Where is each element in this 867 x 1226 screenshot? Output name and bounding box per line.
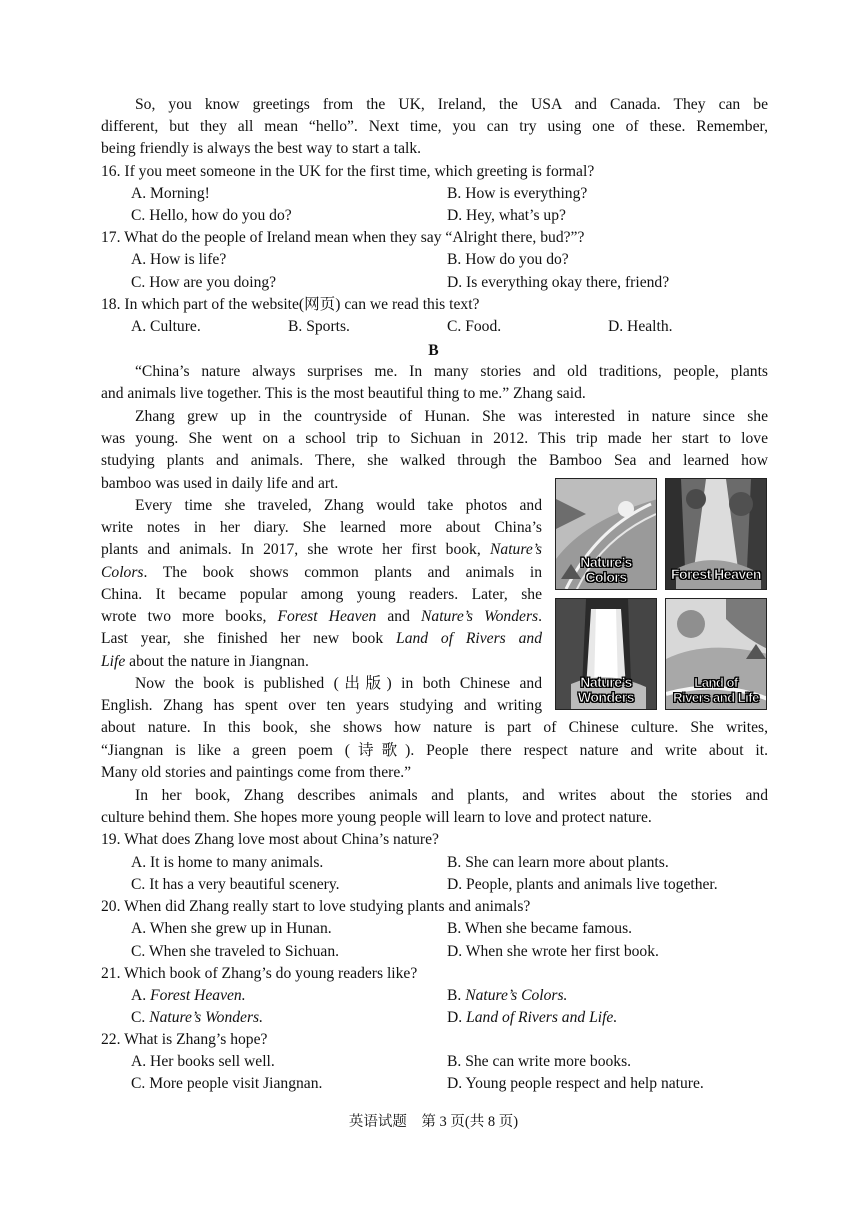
page-footer: 英语试题 第 3 页(共 8 页) — [348, 1114, 519, 1130]
book-cover-land-of-rivers-and-life — [665, 598, 767, 710]
passage-b-line: plants and animals. In 2017, she wrote her first book, Nature’s — [101, 541, 542, 558]
option-17d[interactable]: D. Is everything okay there, friend? — [447, 274, 670, 291]
cover-title: Nature’s Colors — [580, 554, 632, 585]
option-16a[interactable]: A. Morning! — [131, 185, 210, 202]
book-covers-figure — [555, 478, 767, 710]
section-b-heading: B — [428, 342, 439, 359]
question-16: 16. If you meet someone in the UK for the first time, which greeting is formal? — [101, 163, 595, 180]
question-20: 20. When did Zhang really start to love studying plants and animals? — [101, 898, 531, 915]
book-cover-natures-wonders — [555, 598, 657, 710]
option-20b[interactable]: B. When she became famous. — [447, 920, 633, 937]
option-19a[interactable]: A. It is home to many animals. — [131, 854, 324, 871]
book-cover-natures-colors — [555, 478, 657, 590]
option-19c[interactable]: C. It has a very beautiful scenery. — [131, 876, 340, 893]
book-title: Forest Heaven — [277, 608, 377, 625]
option-20c[interactable]: C. When she traveled to Sichuan. — [131, 943, 340, 960]
passage-b-line: about nature. In this book, she shows how nature is part of Chinese culture. She writes, — [101, 719, 768, 736]
passage-b-line: Many old stories and paintings come from there.” — [101, 764, 412, 781]
option-16b[interactable]: B. How is everything? — [447, 185, 588, 202]
option-17a[interactable]: A. How is life? — [131, 251, 227, 268]
option-19d[interactable]: D. People, plants and animals live together. — [447, 876, 718, 893]
passage-b-line: bamboo was used in daily life and art. — [101, 475, 339, 492]
option-22b[interactable]: B. She can write more books. — [447, 1053, 632, 1070]
passage-b-line: Every time she traveled, Zhang would take photos and — [135, 497, 542, 514]
passage-b-line: was young. She went on a school trip to Sichuan in 2012. This trip made her start to love — [101, 430, 768, 447]
option-19b[interactable]: B. She can learn more about plants. — [447, 854, 669, 871]
option-18c[interactable]: C. Food. — [447, 318, 502, 335]
question-19: 19. What does Zhang love most about China’s nature? — [101, 831, 439, 848]
passage-b-line: Now the book is published (出版) in both Chinese and — [135, 675, 542, 692]
option-16d[interactable]: D. Hey, what’s up? — [447, 207, 566, 224]
book-title: Life — [101, 653, 126, 670]
book-title: Land of Rivers and — [396, 630, 542, 647]
question-21: 21. Which book of Zhang’s do young readers like? — [101, 965, 418, 982]
option-22d[interactable]: D. Young people respect and help nature. — [447, 1075, 704, 1092]
passage-b-line: “Jiangnan is like a green poem (诗歌). People there respect nature and write about it. — [101, 742, 768, 759]
book-title: Nature’s — [490, 541, 542, 558]
passage-b-line: and animals live together. This is the most beautiful thing to me.” Zhang said. — [101, 385, 586, 402]
book-title: Nature’s Wonders — [421, 608, 539, 625]
option-18d[interactable]: D. Health. — [608, 318, 673, 335]
option-21b[interactable]: B. Nature’s Colors. — [447, 987, 568, 1004]
book-cover-forest-heaven — [665, 478, 767, 590]
passage-b-line: In her book, Zhang describes animals and plants, and writes about the stories and — [135, 787, 768, 804]
option-21d[interactable]: D. Land of Rivers and Life. — [447, 1009, 618, 1026]
passage-b-line: Colors. The book shows common plants and animals in — [101, 564, 542, 581]
passage-b-line: studying plants and animals. There, she walked through the Bamboo Sea and learned how — [101, 452, 768, 469]
question-18: 18. In which part of the website(网页) can we read this text? — [101, 296, 480, 313]
option-17b[interactable]: B. How do you do? — [447, 251, 569, 268]
option-22c[interactable]: C. More people visit Jiangnan. — [131, 1075, 323, 1092]
passage-b-line: culture behind them. She hopes more young people will learn to love and protect nature. — [101, 809, 652, 826]
cover-title: Land of Rivers and Life — [673, 675, 759, 705]
passage-b-line: China. It became popular among young readers. Later, she — [101, 586, 542, 603]
cover-title: Nature’s Wonders — [577, 674, 635, 705]
passage-b-line: “China’s nature always surprises me. In many stories and old traditions, people, plants — [135, 363, 768, 380]
passage-b-line: wrote two more books, Forest Heaven and Nature’s Wonders. — [101, 608, 542, 625]
passage-b-line: write notes in her diary. She learned more about China’s — [101, 519, 542, 536]
option-21a[interactable]: A. Forest Heaven. — [131, 987, 246, 1004]
option-17c[interactable]: C. How are you doing? — [131, 274, 277, 291]
option-16c[interactable]: C. Hello, how do you do? — [131, 207, 292, 224]
option-20a[interactable]: A. When she grew up in Hunan. — [131, 920, 332, 937]
option-18b[interactable]: B. Sports. — [288, 318, 350, 335]
cover-title: Forest Heaven — [671, 566, 761, 582]
book-title: Colors — [101, 564, 144, 581]
passage-b-line: English. Zhang has spent over ten years studying and writing — [101, 697, 542, 714]
option-21c[interactable]: C. Nature’s Wonders. — [131, 1009, 263, 1026]
passage-b-line: Zhang grew up in the countryside of Hunan. She was interested in nature since she — [135, 408, 768, 425]
passage-b-line: Last year, she finished her new book Land of Rivers and — [101, 630, 542, 647]
passage-b-line: Life about the nature in Jiangnan. — [101, 653, 309, 670]
passage-a-line: So, you know greetings from the UK, Ireland, the USA and Canada. They can be — [135, 96, 768, 113]
question-22: 22. What is Zhang’s hope? — [101, 1031, 268, 1048]
passage-a-line: different, but they all mean “hello”. Next time, you can try using one of these. Remember, — [101, 118, 768, 135]
option-22a[interactable]: A. Her books sell well. — [131, 1053, 275, 1070]
option-20d[interactable]: D. When she wrote her first book. — [447, 943, 659, 960]
passage-a-line: being friendly is always the best way to start a talk. — [101, 140, 422, 157]
question-17: 17. What do the people of Ireland mean when they say “Alright there, bud?”? — [101, 229, 585, 246]
option-18a[interactable]: A. Culture. — [131, 318, 201, 335]
